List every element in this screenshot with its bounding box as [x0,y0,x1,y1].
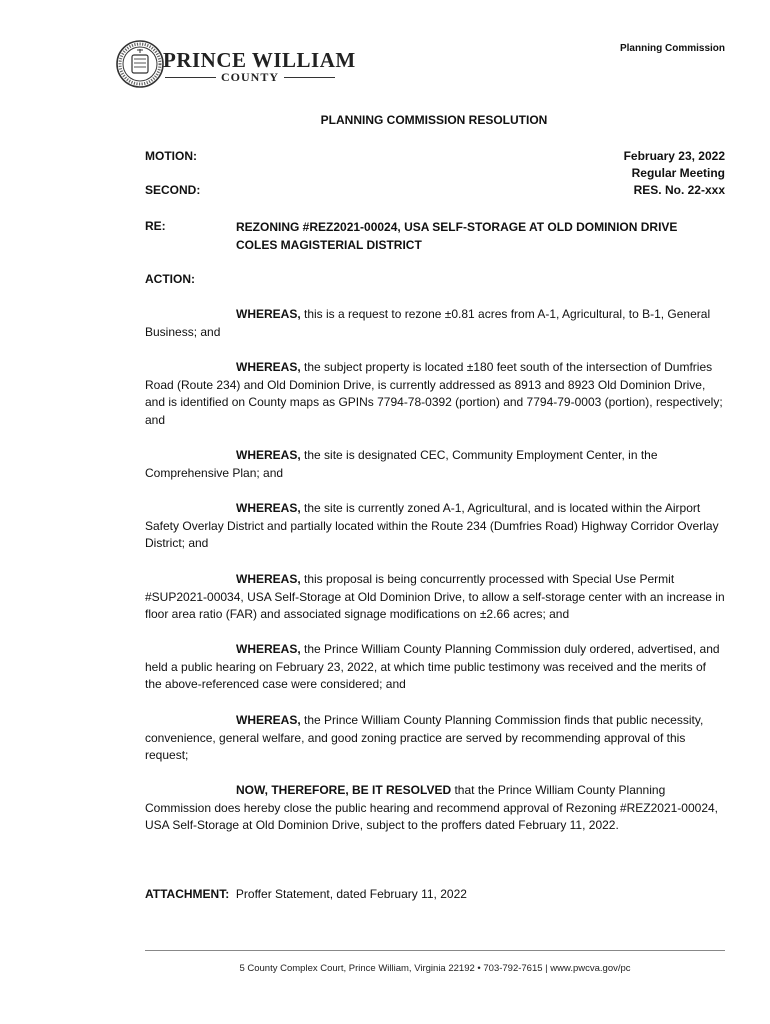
paragraph-text: the subject property is located ±180 feet south of the intersection of Dumfries Road (Route 234) and Old Dominion Drive, is currently addressed as 8913 and 8923 Old Dominion Drive, and is identified on County maps as GPINs 7794-78-0392 (portion) and 7794-79-0003 (portion), respectively; and [145,360,723,427]
second-label: SECOND: [145,183,201,197]
whereas-paragraph-5 [145,571,725,624]
re-line-1: REZONING #REZ2021-00024, USA SELF-STORAGE AT OLD DOMINION DRIVE [236,220,678,234]
org-county: COUNTY [221,69,280,84]
county-logo [115,39,356,94]
action-label: ACTION: [145,272,195,286]
whereas-paragraph-6 [145,641,725,694]
paragraph-text: that the Prince William County Planning Commission does hereby close the public hearing and recommend approval of Rezoning #REZ2021-00024, USA Self-Storage at Old Dominion Drive, subject to the proffers dated February 11, 2022. [145,783,718,833]
paragraph-lead: NOW, THEREFORE, BE IT RESOLVED [236,783,452,797]
motion-label: MOTION: [145,149,197,163]
paragraph-lead: WHEREAS, [236,713,301,727]
attachment-line [145,887,467,901]
paragraph-text: this proposal is being concurrently processed with Special Use Permit #SUP2021-00034, USA Self-Storage at Old Dominion Drive, to allow a self-storage center with an increase in floor area ratio (FAR) and associated signage modifications on ±2.66 acres; and [145,572,725,622]
paragraph-lead: WHEREAS, [236,642,301,656]
paragraph-lead: WHEREAS, [236,448,301,462]
attachment-text: Proffer Statement, dated February 11, 2022 [235,887,467,901]
whereas-paragraph-3 [145,447,725,482]
meeting-info [624,148,725,199]
meeting-date: February 23, 2022 [623,149,725,163]
whereas-paragraph-2 [145,359,725,429]
resolved-paragraph [145,782,725,835]
re-line-2: COLES MAGISTERIAL DISTRICT [236,238,422,252]
org-county-row [165,70,335,84]
whereas-paragraph-7 [145,712,725,765]
whereas-paragraph-4 [145,500,725,553]
paragraph-lead: WHEREAS, [236,360,301,374]
document-title: PLANNING COMMISSION RESOLUTION [320,113,548,127]
attachment-label: ATTACHMENT: [145,887,230,901]
paragraph-lead: WHEREAS, [236,572,301,586]
resolution-number: RES. No. 22-xxx [633,183,725,197]
logo-rule-right [284,77,335,78]
re-subject [236,218,726,254]
footer-contact: 5 County Complex Court, Prince William, Virginia 22192 • 703-792-7615 | www.pwcva.gov/pc [239,963,631,974]
meeting-type: Regular Meeting [631,166,725,180]
footer-divider [145,950,725,951]
logo-rule-left [165,77,216,78]
county-seal-icon [115,39,165,89]
org-name: PRINCE WILLIAM [163,48,356,72]
paragraph-text: the Prince William County Planning Commission duly ordered, advertised, and held a public hearing on February 23, 2022, at which time public testimony was received and the merits of the above-referenced case were considered; and [145,642,720,692]
paragraph-text: the site is designated CEC, Community Employment Center, in the Comprehensive Plan; and [145,448,658,480]
department-label: Planning Commission [619,43,725,54]
paragraph-text: this is a request to rezone ±0.81 acres from A-1, Agricultural, to B-1, General Business; and [145,307,711,339]
paragraph-lead: WHEREAS, [236,501,301,515]
paragraph-text: the Prince William County Planning Commission finds that public necessity, convenience, general welfare, and good zoning practice are served by recommending approval of this request; [145,713,704,763]
re-label: RE: [145,219,166,233]
paragraph-text: the site is currently zoned A-1, Agricultural, and is located within the Airport Safety Overlay District and partially located within the Route 234 (Dumfries Road) Highway Corridor Overlay District; and [145,501,719,551]
whereas-paragraph-1 [145,306,725,341]
paragraph-lead: WHEREAS, [236,307,301,321]
